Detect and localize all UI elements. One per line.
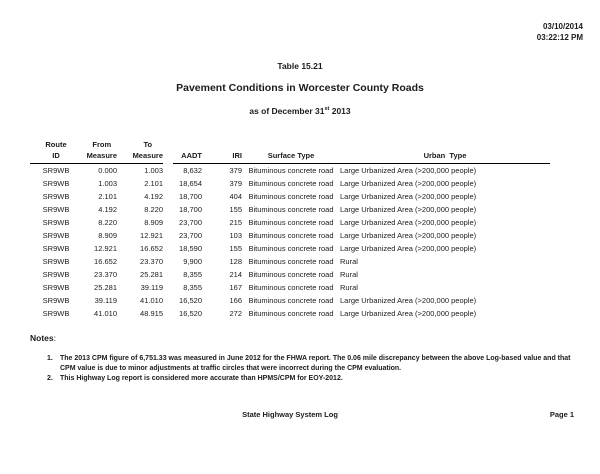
spacer-cell bbox=[163, 216, 173, 229]
to-measure-cell: 4.192 bbox=[144, 192, 163, 201]
to-measure-cell: 39.119 bbox=[140, 283, 163, 292]
note-number: 2. bbox=[47, 375, 53, 382]
column-header-aadt: AADT bbox=[173, 133, 202, 164]
urban-type-cell: Large Urbanized Area (>200,000 people) bbox=[340, 218, 477, 227]
route-id-cell: SR9WB bbox=[42, 231, 70, 240]
note-number: 1. bbox=[47, 355, 53, 362]
spacer-cell bbox=[163, 281, 173, 294]
iri-cell: 272 bbox=[229, 309, 242, 318]
route-id-cell: SR9WB bbox=[42, 205, 70, 214]
from-measure-cell: 1.003 bbox=[98, 179, 117, 188]
table-row bbox=[30, 281, 550, 294]
iri-cell: 155 bbox=[229, 244, 242, 253]
aadt-cell: 16,520 bbox=[179, 309, 202, 318]
surface-type-cell: Bituminous concrete road bbox=[248, 283, 334, 292]
iri-cell: 103 bbox=[229, 231, 242, 240]
table-row bbox=[30, 268, 550, 281]
iri-cell: 379 bbox=[229, 166, 242, 175]
to-measure-cell: 25.281 bbox=[140, 270, 163, 279]
from-measure-cell: 4.192 bbox=[98, 205, 117, 214]
urban-type-cell: Large Urbanized Area (>200,000 people) bbox=[340, 205, 477, 214]
from-measure-cell: 12.921 bbox=[94, 244, 117, 253]
surface-type-cell: Bituminous concrete road bbox=[248, 296, 334, 305]
table-row bbox=[30, 216, 550, 229]
surface-type-cell: Bituminous concrete road bbox=[248, 309, 334, 318]
urban-type-cell: Large Urbanized Area (>200,000 people) bbox=[340, 231, 477, 240]
iri-cell: 404 bbox=[229, 192, 242, 201]
table-row bbox=[30, 190, 550, 203]
aadt-cell: 18,700 bbox=[179, 192, 202, 201]
spacer-cell bbox=[163, 190, 173, 203]
table-number-title: Table 15.21 bbox=[277, 61, 323, 71]
table-row bbox=[30, 229, 550, 242]
subtitle-ordinal: st bbox=[324, 106, 330, 113]
urban-type-cell: Large Urbanized Area (>200,000 people) bbox=[340, 244, 477, 253]
route-id-cell: SR9WB bbox=[42, 218, 70, 227]
pavement-conditions-table bbox=[30, 133, 550, 320]
urban-type-cell: Rural bbox=[340, 283, 358, 292]
iri-cell: 128 bbox=[229, 257, 242, 266]
footer-report-name: State Highway System Log bbox=[242, 410, 338, 419]
from-measure-cell: 25.281 bbox=[94, 283, 117, 292]
surface-type-cell: Bituminous concrete road bbox=[248, 192, 334, 201]
route-id-cell: SR9WB bbox=[42, 192, 70, 201]
to-measure-cell: 48.915 bbox=[140, 309, 163, 318]
aadt-cell: 9,900 bbox=[183, 257, 202, 266]
aadt-cell: 8,355 bbox=[183, 270, 202, 279]
to-measure-cell: 8.220 bbox=[144, 205, 163, 214]
surface-type-cell: Bituminous concrete road bbox=[248, 205, 334, 214]
pavement-table-body bbox=[30, 164, 550, 321]
footer-page-number: Page 1 bbox=[549, 410, 574, 419]
spacer-cell bbox=[163, 177, 173, 190]
urban-type-cell: Large Urbanized Area (>200,000 people) bbox=[340, 309, 477, 318]
spacer-cell bbox=[163, 294, 173, 307]
table-header-row bbox=[30, 133, 550, 164]
iri-cell: 214 bbox=[229, 270, 242, 279]
surface-type-cell: Bituminous concrete road bbox=[248, 270, 334, 279]
print-datetime bbox=[537, 22, 583, 43]
to-measure-cell: 23.370 bbox=[140, 257, 163, 266]
iri-cell: 167 bbox=[229, 283, 242, 292]
column-header-surface-type: Surface Type bbox=[242, 133, 340, 164]
urban-type-cell: Rural bbox=[340, 270, 358, 279]
print-time: 03:22:12 PM bbox=[536, 32, 583, 42]
route-id-cell: SR9WB bbox=[42, 244, 70, 253]
surface-type-cell: Bituminous concrete road bbox=[248, 231, 334, 240]
spacer-cell bbox=[163, 242, 173, 255]
urban-type-cell: Rural bbox=[340, 257, 358, 266]
from-measure-cell: 16.652 bbox=[94, 257, 117, 266]
to-measure-cell: 41.010 bbox=[140, 296, 163, 305]
iri-cell: 215 bbox=[229, 218, 242, 227]
from-measure-cell: 39.119 bbox=[94, 296, 117, 305]
route-id-cell: SR9WB bbox=[42, 179, 70, 188]
table-row bbox=[30, 294, 550, 307]
column-header-to-measure: To Measure bbox=[117, 133, 163, 164]
urban-type-cell: Large Urbanized Area (>200,000 people) bbox=[340, 296, 477, 305]
surface-type-cell: Bituminous concrete road bbox=[248, 218, 334, 227]
subtitle-suffix: 2013 bbox=[329, 106, 351, 116]
table-row bbox=[30, 255, 550, 268]
route-id-cell: SR9WB bbox=[42, 283, 70, 292]
to-measure-cell: 8.909 bbox=[144, 218, 163, 227]
to-measure-cell: 12.921 bbox=[140, 231, 163, 240]
note-item bbox=[47, 354, 575, 374]
spacer-cell bbox=[163, 255, 173, 268]
iri-cell: 155 bbox=[229, 205, 242, 214]
report-subtitle bbox=[0, 106, 600, 116]
aadt-cell: 18,654 bbox=[179, 179, 202, 188]
from-measure-cell: 23.370 bbox=[94, 270, 117, 279]
spacer-cell bbox=[163, 307, 173, 320]
note-text: This Highway Log report is considered more accurate than HPMS/CPM for EOY-2012. bbox=[60, 375, 343, 382]
report-title: Pavement Conditions in Worcester County Roads bbox=[176, 82, 424, 94]
from-measure-cell: 8.220 bbox=[98, 218, 117, 227]
aadt-cell: 8,632 bbox=[183, 166, 202, 175]
from-measure-cell: 0.000 bbox=[98, 166, 117, 175]
surface-type-cell: Bituminous concrete road bbox=[248, 166, 334, 175]
urban-type-cell: Large Urbanized Area (>200,000 people) bbox=[340, 166, 477, 175]
spacer-cell bbox=[163, 229, 173, 242]
surface-type-cell: Bituminous concrete road bbox=[248, 244, 334, 253]
surface-type-cell: Bituminous concrete road bbox=[248, 179, 334, 188]
iri-cell: 166 bbox=[229, 296, 242, 305]
notes-heading: Notes: bbox=[30, 333, 56, 343]
route-id-cell: SR9WB bbox=[42, 257, 70, 266]
spacer-cell bbox=[163, 164, 173, 178]
iri-cell: 379 bbox=[229, 179, 242, 188]
from-measure-cell: 2.101 bbox=[98, 192, 117, 201]
route-id-cell: SR9WB bbox=[42, 296, 70, 305]
aadt-cell: 16,520 bbox=[179, 296, 202, 305]
urban-type-cell: Large Urbanized Area (>200,000 people) bbox=[340, 179, 477, 188]
column-header-from-measure: From Measure bbox=[82, 133, 117, 164]
from-measure-cell: 41.010 bbox=[94, 309, 117, 318]
table-row bbox=[30, 164, 550, 178]
spacer-cell bbox=[163, 203, 173, 216]
note-item bbox=[47, 374, 575, 384]
table-row bbox=[30, 242, 550, 255]
route-id-cell: SR9WB bbox=[42, 166, 70, 175]
aadt-cell: 18,590 bbox=[179, 244, 202, 253]
spacer-cell bbox=[163, 268, 173, 281]
table-row bbox=[30, 203, 550, 216]
header-underline-gap bbox=[163, 133, 173, 164]
aadt-cell: 18,700 bbox=[179, 205, 202, 214]
column-header-urban-type: Urban Type bbox=[340, 133, 550, 164]
urban-type-cell: Large Urbanized Area (>200,000 people) bbox=[340, 192, 477, 201]
table-row bbox=[30, 177, 550, 190]
surface-type-cell: Bituminous concrete road bbox=[248, 257, 334, 266]
notes-list bbox=[47, 354, 575, 384]
note-text: The 2013 CPM figure of 6,751.33 was measured in June 2012 for the FHWA report. The 0.06 mile discrepancy between the above Log-based value and that CPM value is due to minor adjustments at traffic circles that were incorrect during the CPM evaluation. bbox=[60, 355, 571, 372]
route-id-cell: SR9WB bbox=[42, 309, 70, 318]
to-measure-cell: 16.652 bbox=[140, 244, 163, 253]
from-measure-cell: 8.909 bbox=[98, 231, 117, 240]
aadt-cell: 23,700 bbox=[179, 231, 202, 240]
aadt-cell: 8,355 bbox=[183, 283, 202, 292]
column-header-route-id: Route ID bbox=[30, 133, 82, 164]
column-header-iri: IRI bbox=[202, 133, 242, 164]
aadt-cell: 23,700 bbox=[179, 218, 202, 227]
to-measure-cell: 1.003 bbox=[144, 166, 163, 175]
to-measure-cell: 2.101 bbox=[144, 179, 163, 188]
subtitle-prefix: as of December 31 bbox=[249, 106, 325, 116]
print-date: 03/10/2014 bbox=[542, 22, 583, 31]
table-row bbox=[30, 307, 550, 320]
route-id-cell: SR9WB bbox=[42, 270, 70, 279]
